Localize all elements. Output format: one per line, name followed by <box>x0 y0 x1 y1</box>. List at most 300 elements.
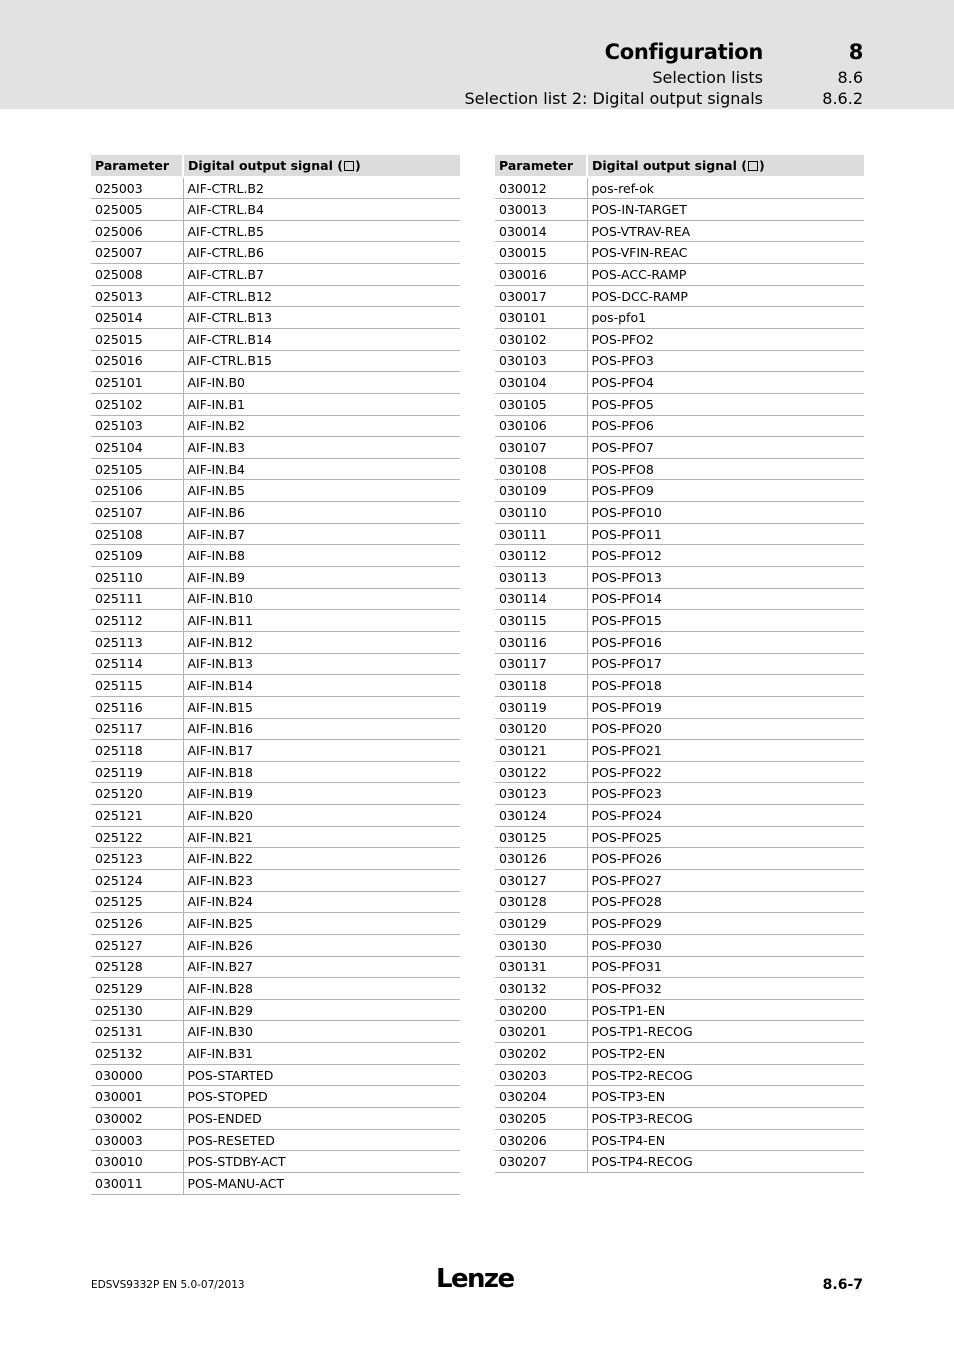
signal-name: POS-PFO11 <box>587 523 864 545</box>
table-row <box>91 588 460 610</box>
signal-name: POS-TP2-RECOG <box>587 1064 864 1086</box>
signal-name: AIF-IN.B19 <box>183 783 460 805</box>
table-row <box>495 826 864 848</box>
signal-name: AIF-IN.B31 <box>183 1043 460 1065</box>
parameter-code: 030122 <box>495 761 587 783</box>
subsection-title: Selection list 2: Digital output signals <box>464 89 763 108</box>
signal-name: POS-PFO15 <box>587 610 864 632</box>
signal-name: POS-PFO9 <box>587 480 864 502</box>
parameter-code: 025123 <box>91 848 183 870</box>
table-row <box>495 588 864 610</box>
table-row <box>495 567 864 589</box>
parameter-code: 030002 <box>91 1108 183 1130</box>
table-row <box>91 480 460 502</box>
signal-name: AIF-CTRL.B6 <box>183 242 460 264</box>
parameter-code: 030000 <box>91 1064 183 1086</box>
table-row <box>495 177 864 199</box>
parameter-code: 030206 <box>495 1129 587 1151</box>
table-row <box>495 675 864 697</box>
table-row <box>495 653 864 675</box>
table-row <box>495 1086 864 1108</box>
table-row <box>495 285 864 307</box>
table-row <box>91 999 460 1021</box>
signal-name: AIF-IN.B26 <box>183 934 460 956</box>
signal-name: POS-PFO6 <box>587 415 864 437</box>
table-row <box>91 328 460 350</box>
signal-name: POS-STDBY-ACT <box>183 1151 460 1173</box>
parameter-code: 030200 <box>495 999 587 1021</box>
parameter-code: 025007 <box>91 242 183 264</box>
table-row <box>91 696 460 718</box>
parameter-code: 025130 <box>91 999 183 1021</box>
signal-name: AIF-IN.B14 <box>183 675 460 697</box>
table-row <box>495 1129 864 1151</box>
parameter-code: 030201 <box>495 1021 587 1043</box>
signal-name: AIF-IN.B3 <box>183 437 460 459</box>
table-row <box>91 199 460 221</box>
table-row <box>91 956 460 978</box>
signal-name: AIF-IN.B21 <box>183 826 460 848</box>
table-header-row <box>91 155 460 177</box>
signal-name: POS-PFO28 <box>587 891 864 913</box>
table-row <box>91 740 460 762</box>
parameter-code: 025106 <box>91 480 183 502</box>
signal-name: AIF-IN.B20 <box>183 805 460 827</box>
table-row <box>91 242 460 264</box>
binary-signal-icon <box>748 161 758 171</box>
parameter-code: 030011 <box>91 1172 183 1194</box>
parameter-code: 030015 <box>495 242 587 264</box>
table-row <box>495 913 864 935</box>
document-id: EDSVS9332P EN 5.0-07/2013 <box>91 1279 245 1291</box>
signal-name: POS-PFO20 <box>587 718 864 740</box>
signal-name: POS-PFO2 <box>587 328 864 350</box>
parameter-code: 030017 <box>495 285 587 307</box>
table-row <box>495 199 864 221</box>
signal-name: POS-PFO21 <box>587 740 864 762</box>
table-row <box>495 393 864 415</box>
binary-signal-icon <box>344 161 354 171</box>
parameter-code: 030115 <box>495 610 587 632</box>
parameter-code: 025113 <box>91 631 183 653</box>
lenze-logo: Lenze <box>436 1264 514 1294</box>
table-row <box>91 870 460 892</box>
table-row <box>91 567 460 589</box>
signal-name: AIF-IN.B4 <box>183 458 460 480</box>
parameter-code: 025124 <box>91 870 183 892</box>
signal-name: AIF-IN.B10 <box>183 588 460 610</box>
parameter-code: 030131 <box>495 956 587 978</box>
parameter-code: 030132 <box>495 978 587 1000</box>
parameter-code: 030203 <box>495 1064 587 1086</box>
table-row <box>91 307 460 329</box>
parameter-code: 025115 <box>91 675 183 697</box>
signal-name: AIF-CTRL.B14 <box>183 328 460 350</box>
parameter-code: 025131 <box>91 1021 183 1043</box>
signal-name: POS-ENDED <box>183 1108 460 1130</box>
parameter-column-header: Parameter <box>495 155 587 177</box>
signal-name: POS-STARTED <box>183 1064 460 1086</box>
table-row <box>91 653 460 675</box>
parameter-code: 025104 <box>91 437 183 459</box>
parameter-code: 025016 <box>91 350 183 372</box>
signal-name: POS-PFO7 <box>587 437 864 459</box>
signal-name: POS-PFO27 <box>587 870 864 892</box>
table-row <box>91 415 460 437</box>
table-row <box>91 545 460 567</box>
table-row <box>91 1086 460 1108</box>
table-row <box>495 870 864 892</box>
parameter-code: 030014 <box>495 220 587 242</box>
signal-name: AIF-IN.B13 <box>183 653 460 675</box>
table-row <box>495 220 864 242</box>
parameter-code: 030127 <box>495 870 587 892</box>
signal-name: POS-TP4-EN <box>587 1129 864 1151</box>
table-row <box>91 783 460 805</box>
table-header-row <box>495 155 864 177</box>
chapter-number: 8 <box>848 40 863 64</box>
table-row <box>91 805 460 827</box>
table-row <box>91 458 460 480</box>
parameter-code: 030114 <box>495 588 587 610</box>
signal-name: AIF-CTRL.B2 <box>183 177 460 199</box>
parameter-code: 025107 <box>91 502 183 524</box>
table-row <box>495 264 864 286</box>
table-row <box>495 696 864 718</box>
parameter-code: 030113 <box>495 567 587 589</box>
table-row <box>91 1043 460 1065</box>
table-row <box>91 913 460 935</box>
table-row <box>495 631 864 653</box>
table-row <box>495 740 864 762</box>
table-row <box>495 523 864 545</box>
parameter-code: 030103 <box>495 350 587 372</box>
signal-name: AIF-IN.B12 <box>183 631 460 653</box>
parameter-code: 030118 <box>495 675 587 697</box>
signal-name: AIF-IN.B0 <box>183 372 460 394</box>
signal-name: POS-PFO24 <box>587 805 864 827</box>
signal-name: POS-VFIN-REAC <box>587 242 864 264</box>
signal-name: AIF-IN.B15 <box>183 696 460 718</box>
parameter-code: 030010 <box>91 1151 183 1173</box>
table-row <box>495 328 864 350</box>
parameter-code: 025005 <box>91 199 183 221</box>
parameter-code: 030003 <box>91 1129 183 1151</box>
table-row <box>495 978 864 1000</box>
parameter-code: 025125 <box>91 891 183 913</box>
parameter-code: 025129 <box>91 978 183 1000</box>
table-row <box>495 783 864 805</box>
parameter-code: 030205 <box>495 1108 587 1130</box>
parameter-code: 025132 <box>91 1043 183 1065</box>
parameter-code: 030102 <box>495 328 587 350</box>
table-row <box>495 761 864 783</box>
parameter-code: 025120 <box>91 783 183 805</box>
signal-name: POS-TP3-EN <box>587 1086 864 1108</box>
signal-column-header <box>183 155 460 177</box>
table-row <box>495 1043 864 1065</box>
parameter-code: 030126 <box>495 848 587 870</box>
signal-name: POS-STOPED <box>183 1086 460 1108</box>
signal-name: AIF-IN.B16 <box>183 718 460 740</box>
parameter-code: 025112 <box>91 610 183 632</box>
table-row <box>91 220 460 242</box>
signal-name: POS-PFO10 <box>587 502 864 524</box>
table-row <box>495 242 864 264</box>
parameter-code: 030112 <box>495 545 587 567</box>
table-row <box>495 1021 864 1043</box>
table-row <box>495 415 864 437</box>
signal-name: POS-RESETED <box>183 1129 460 1151</box>
parameter-code: 025117 <box>91 718 183 740</box>
table-row <box>495 1151 864 1173</box>
table-row <box>495 545 864 567</box>
chapter-title: Configuration <box>604 40 763 64</box>
signal-name: AIF-IN.B9 <box>183 567 460 589</box>
table-row <box>495 480 864 502</box>
signal-table-right <box>495 155 864 1173</box>
signal-name: POS-PFO8 <box>587 458 864 480</box>
signal-name: POS-PFO16 <box>587 631 864 653</box>
signal-name: POS-DCC-RAMP <box>587 285 864 307</box>
signal-name: POS-PFO13 <box>587 567 864 589</box>
signal-name: POS-PFO14 <box>587 588 864 610</box>
table-row <box>91 502 460 524</box>
signal-name: AIF-IN.B22 <box>183 848 460 870</box>
table-row <box>91 372 460 394</box>
parameter-code: 025103 <box>91 415 183 437</box>
table-row <box>91 437 460 459</box>
parameter-code: 030106 <box>495 415 587 437</box>
parameter-code: 025121 <box>91 805 183 827</box>
table-row <box>495 891 864 913</box>
parameter-code: 030121 <box>495 740 587 762</box>
table-row <box>91 610 460 632</box>
parameter-code: 025126 <box>91 913 183 935</box>
table-row <box>91 848 460 870</box>
signal-name: AIF-CTRL.B12 <box>183 285 460 307</box>
parameter-code: 030001 <box>91 1086 183 1108</box>
signal-name: POS-PFO25 <box>587 826 864 848</box>
table-row <box>91 350 460 372</box>
signal-name: POS-PFO26 <box>587 848 864 870</box>
table-body-right <box>495 177 864 1172</box>
table-row <box>91 718 460 740</box>
signal-name: POS-VTRAV-REA <box>587 220 864 242</box>
table-row <box>91 177 460 199</box>
subsection-number: 8.6.2 <box>822 89 863 108</box>
parameter-code: 025101 <box>91 372 183 394</box>
signal-name: POS-TP3-RECOG <box>587 1108 864 1130</box>
parameter-code: 030204 <box>495 1086 587 1108</box>
signal-name: AIF-IN.B24 <box>183 891 460 913</box>
parameter-code: 025105 <box>91 458 183 480</box>
signal-name: AIF-IN.B23 <box>183 870 460 892</box>
signal-name: POS-PFO4 <box>587 372 864 394</box>
signal-name: AIF-IN.B8 <box>183 545 460 567</box>
signal-header-suffix: ) <box>758 158 765 173</box>
signal-name: POS-TP2-EN <box>587 1043 864 1065</box>
parameter-code: 030101 <box>495 307 587 329</box>
signal-name: POS-PFO31 <box>587 956 864 978</box>
signal-name: AIF-IN.B18 <box>183 761 460 783</box>
parameter-code: 025118 <box>91 740 183 762</box>
table-row <box>495 848 864 870</box>
parameter-code: 025114 <box>91 653 183 675</box>
signal-name: POS-ACC-RAMP <box>587 264 864 286</box>
parameter-code: 030120 <box>495 718 587 740</box>
parameter-code: 030108 <box>495 458 587 480</box>
parameter-column-header: Parameter <box>91 155 183 177</box>
parameter-code: 025015 <box>91 328 183 350</box>
parameter-code: 025110 <box>91 567 183 589</box>
table-row <box>495 502 864 524</box>
parameter-code: 025014 <box>91 307 183 329</box>
parameter-code: 030105 <box>495 393 587 415</box>
parameter-code: 030116 <box>495 631 587 653</box>
signal-table-left <box>91 155 460 1195</box>
table-row <box>495 458 864 480</box>
parameter-code: 025013 <box>91 285 183 307</box>
signal-name: AIF-CTRL.B13 <box>183 307 460 329</box>
table-row <box>495 1108 864 1130</box>
signal-name: POS-PFO19 <box>587 696 864 718</box>
parameter-code: 025109 <box>91 545 183 567</box>
signal-name: POS-PFO18 <box>587 675 864 697</box>
parameter-code: 030016 <box>495 264 587 286</box>
table-row <box>495 307 864 329</box>
parameter-code: 025111 <box>91 588 183 610</box>
table-row <box>91 1172 460 1194</box>
parameter-code: 030130 <box>495 934 587 956</box>
signal-name: AIF-IN.B2 <box>183 415 460 437</box>
signal-name: POS-MANU-ACT <box>183 1172 460 1194</box>
table-row <box>495 372 864 394</box>
parameter-code: 030012 <box>495 177 587 199</box>
signal-name: POS-PFO17 <box>587 653 864 675</box>
page-number: 8.6-7 <box>822 1277 863 1293</box>
signal-name: AIF-IN.B25 <box>183 913 460 935</box>
parameter-code: 025003 <box>91 177 183 199</box>
signal-name: AIF-IN.B7 <box>183 523 460 545</box>
table-row <box>91 891 460 913</box>
table-row <box>91 1021 460 1043</box>
signal-name: AIF-IN.B11 <box>183 610 460 632</box>
signal-header-prefix: Digital output signal ( <box>188 158 343 173</box>
signal-name: POS-PFO32 <box>587 978 864 1000</box>
table-row <box>495 350 864 372</box>
parameter-code: 030202 <box>495 1043 587 1065</box>
parameter-code: 025128 <box>91 956 183 978</box>
table-row <box>91 523 460 545</box>
table-row <box>91 761 460 783</box>
section-title: Selection lists <box>652 68 763 87</box>
parameter-code: 030109 <box>495 480 587 502</box>
signal-name: POS-PFO12 <box>587 545 864 567</box>
parameter-code: 030128 <box>495 891 587 913</box>
parameter-code: 030129 <box>495 913 587 935</box>
signal-name: pos-ref-ok <box>587 177 864 199</box>
parameter-code: 030104 <box>495 372 587 394</box>
table-row <box>91 826 460 848</box>
signal-name: AIF-IN.B28 <box>183 978 460 1000</box>
signal-name: AIF-IN.B5 <box>183 480 460 502</box>
table-row <box>495 999 864 1021</box>
parameter-code: 030124 <box>495 805 587 827</box>
signal-name: AIF-IN.B1 <box>183 393 460 415</box>
parameter-code: 030119 <box>495 696 587 718</box>
table-row <box>91 675 460 697</box>
signal-name: POS-PFO22 <box>587 761 864 783</box>
section-number: 8.6 <box>837 68 863 87</box>
table-row <box>495 956 864 978</box>
signal-name: AIF-CTRL.B4 <box>183 199 460 221</box>
parameter-code: 025108 <box>91 523 183 545</box>
table-row <box>91 285 460 307</box>
table-row <box>495 1064 864 1086</box>
signal-column-header <box>587 155 864 177</box>
table-row <box>495 718 864 740</box>
parameter-code: 025127 <box>91 934 183 956</box>
table-row <box>91 1151 460 1173</box>
signal-name: pos-pfo1 <box>587 307 864 329</box>
table-row <box>91 393 460 415</box>
signal-name: POS-TP4-RECOG <box>587 1151 864 1173</box>
signal-name: POS-TP1-RECOG <box>587 1021 864 1043</box>
signal-name: POS-TP1-EN <box>587 999 864 1021</box>
parameter-code: 030107 <box>495 437 587 459</box>
signal-name: AIF-IN.B27 <box>183 956 460 978</box>
table-row <box>91 264 460 286</box>
parameter-code: 030111 <box>495 523 587 545</box>
parameter-code: 025102 <box>91 393 183 415</box>
parameter-code: 030110 <box>495 502 587 524</box>
signal-name: POS-PFO5 <box>587 393 864 415</box>
parameter-code: 030125 <box>495 826 587 848</box>
signal-name: AIF-CTRL.B7 <box>183 264 460 286</box>
signal-name: AIF-IN.B30 <box>183 1021 460 1043</box>
signal-name: AIF-CTRL.B5 <box>183 220 460 242</box>
table-row <box>495 437 864 459</box>
table-row <box>91 934 460 956</box>
parameter-code: 030123 <box>495 783 587 805</box>
parameter-code: 030207 <box>495 1151 587 1173</box>
parameter-code: 025122 <box>91 826 183 848</box>
signal-name: POS-IN-TARGET <box>587 199 864 221</box>
table-row <box>91 631 460 653</box>
table-row <box>495 610 864 632</box>
table-row <box>495 934 864 956</box>
signal-name: AIF-IN.B29 <box>183 999 460 1021</box>
parameter-code: 030013 <box>495 199 587 221</box>
signal-name: AIF-CTRL.B15 <box>183 350 460 372</box>
parameter-code: 025119 <box>91 761 183 783</box>
parameter-code: 025116 <box>91 696 183 718</box>
table-row <box>91 1108 460 1130</box>
parameter-code: 030117 <box>495 653 587 675</box>
signal-header-prefix: Digital output signal ( <box>592 158 747 173</box>
signal-name: AIF-IN.B17 <box>183 740 460 762</box>
table-row <box>91 978 460 1000</box>
signal-name: AIF-IN.B6 <box>183 502 460 524</box>
signal-name: POS-PFO3 <box>587 350 864 372</box>
parameter-code: 025008 <box>91 264 183 286</box>
parameter-code: 025006 <box>91 220 183 242</box>
table-row <box>91 1064 460 1086</box>
signal-name: POS-PFO23 <box>587 783 864 805</box>
table-row <box>91 1129 460 1151</box>
table-body-left <box>91 177 460 1194</box>
